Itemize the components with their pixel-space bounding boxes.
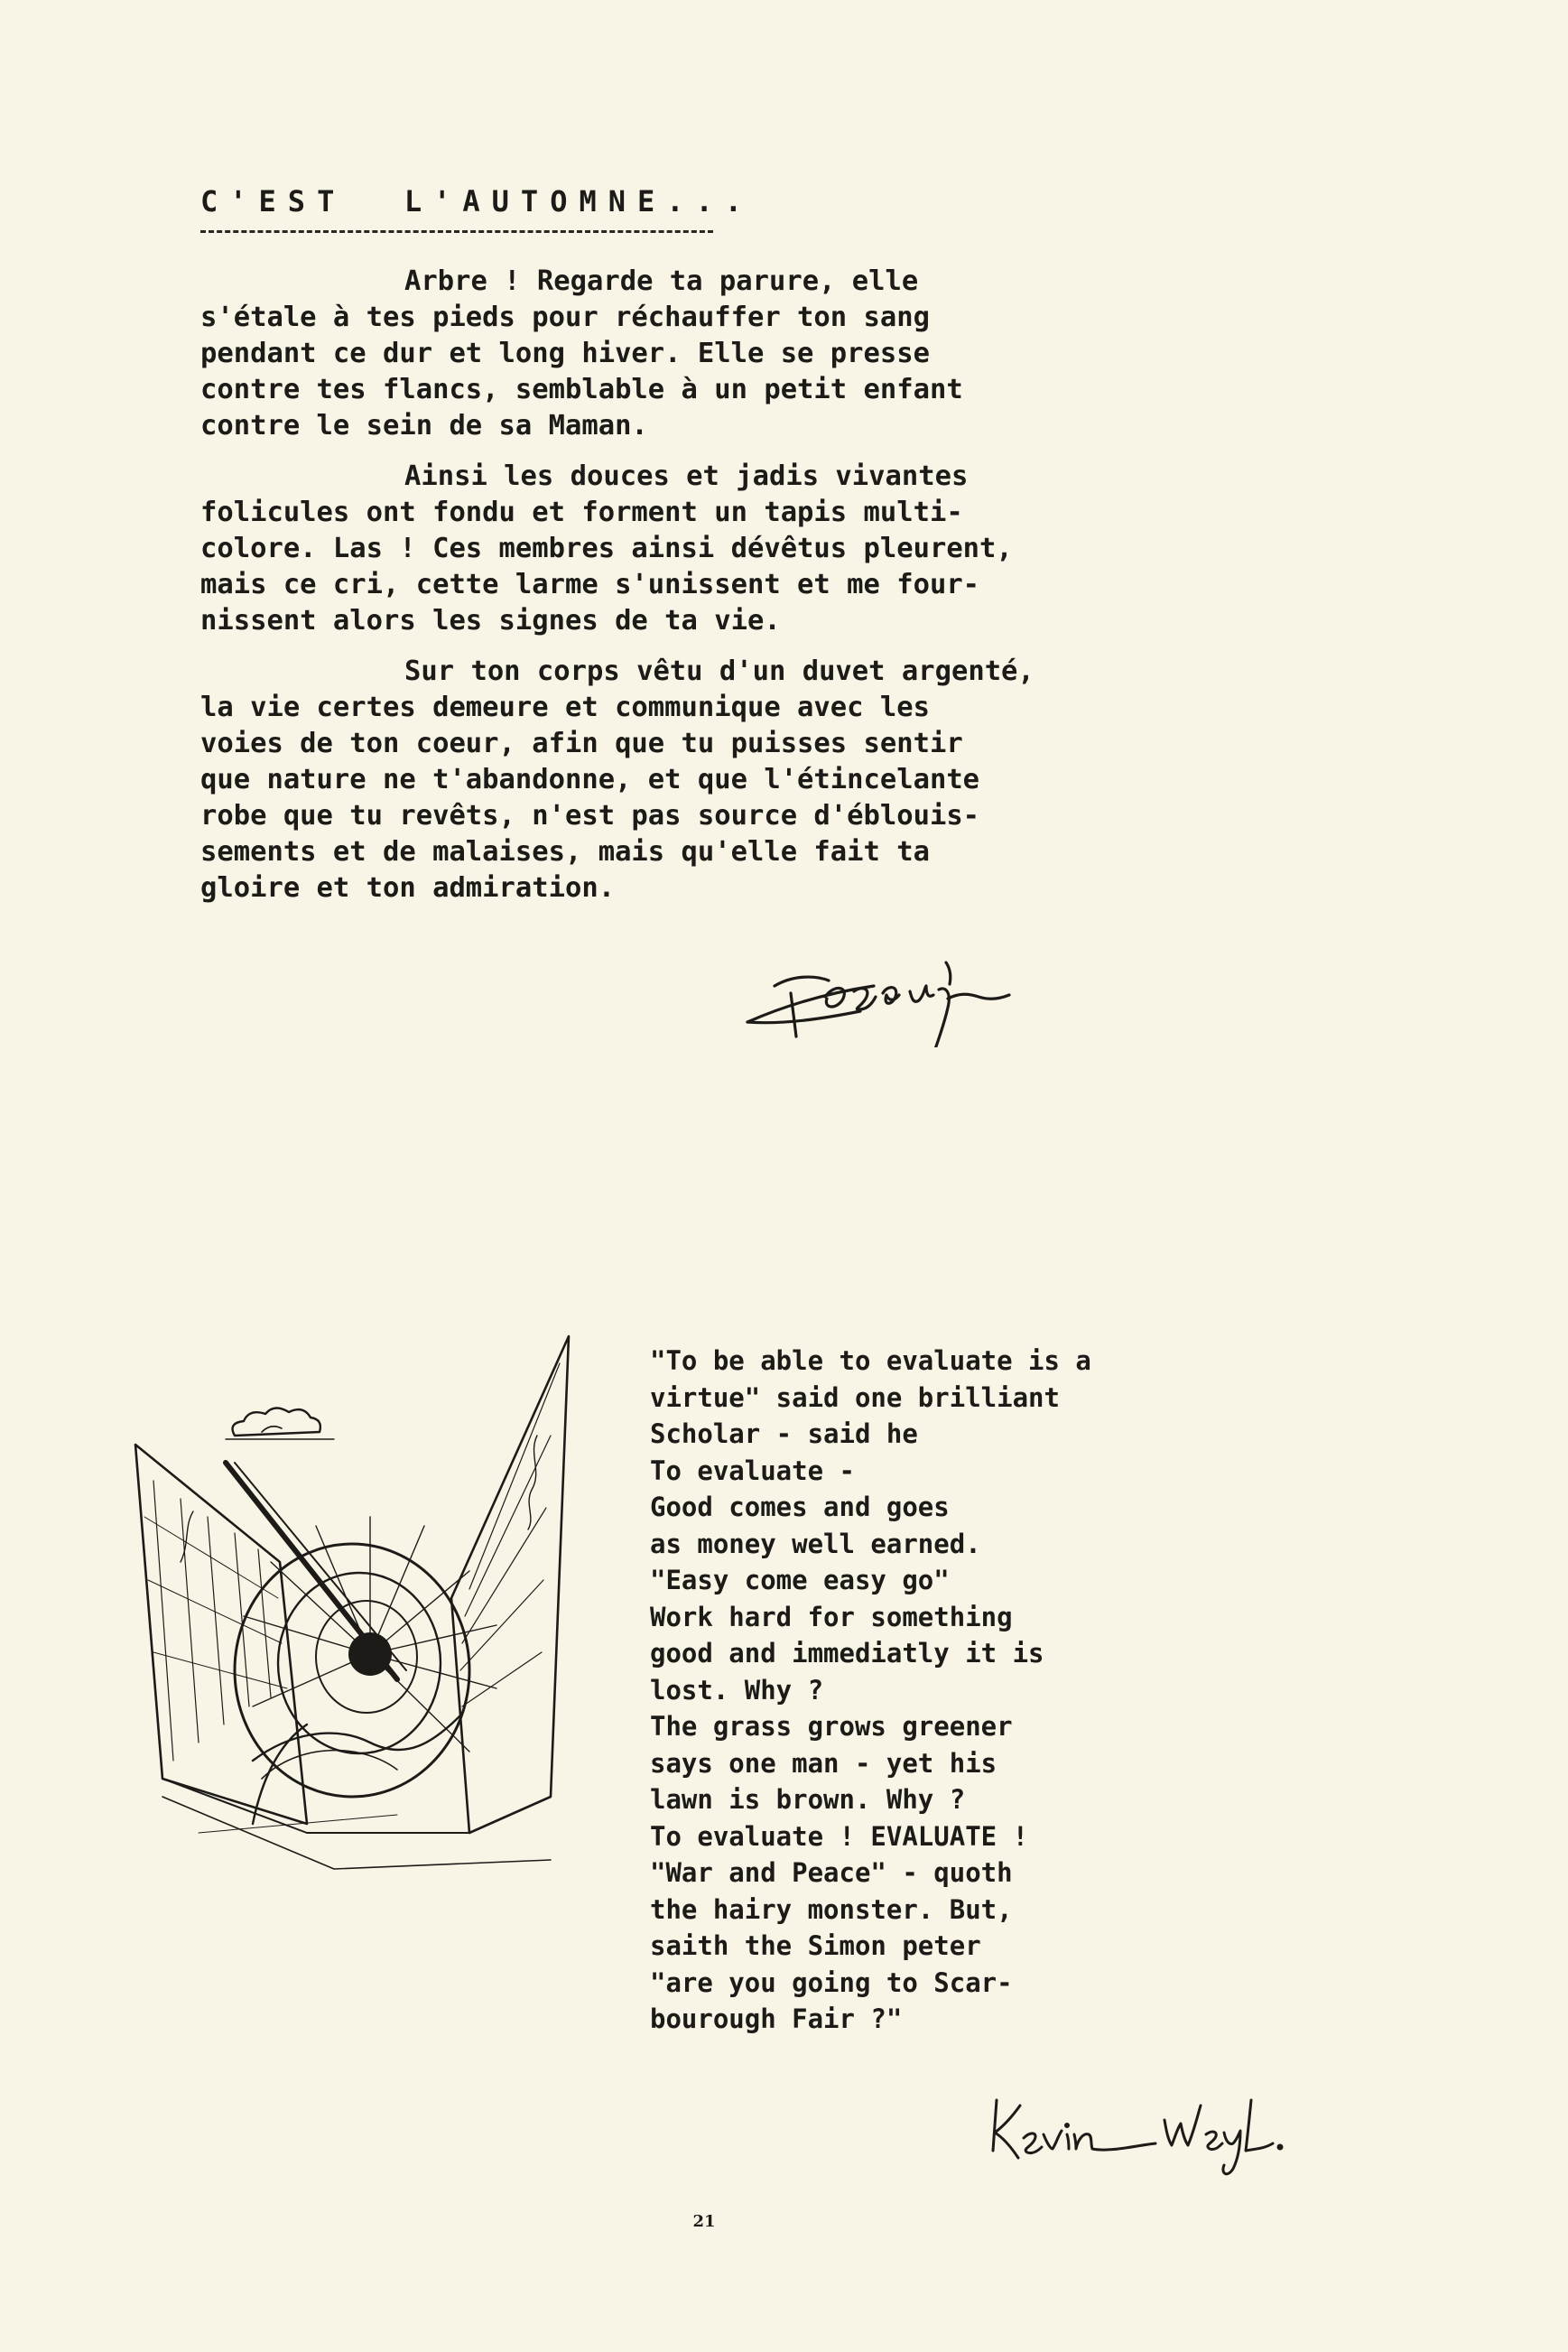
- pen-drawing-illustration: [126, 1327, 587, 1887]
- poem-line: Arbre ! Regarde ta parure, elle: [404, 265, 919, 297]
- poem-line: "War and Peace" - quoth: [650, 1857, 1013, 1888]
- french-poem: [200, 264, 1103, 921]
- page-title: C'EST L'AUTOMNE...: [200, 184, 755, 218]
- poem-line: Good comes and goes: [650, 1492, 950, 1522]
- poem-line: "are you going to Scar-: [650, 1966, 1013, 1998]
- poem-line: robe que tu revêts, n'est pas source d'éblouis-: [200, 800, 980, 832]
- poem-paragraph: [200, 459, 1103, 639]
- signature-kevin-weyl: [984, 2087, 1309, 2187]
- poem-line: To evaluate ! EVALUATE !: [650, 1820, 1029, 1852]
- poem-line: Sur ton corps vêtu d'un duvet argenté,: [404, 655, 1035, 687]
- poem-paragraph: [200, 654, 1103, 906]
- poem-line: The grass grows greener: [650, 1711, 1013, 1742]
- poem-line: good and immediatly it is: [650, 1638, 1044, 1669]
- poem-line: nissent alors les signes de ta vie.: [200, 605, 781, 637]
- poem-line: voies de ton coeur, afin que tu puisses sentir: [200, 728, 963, 759]
- poem-paragraph: [200, 264, 1103, 444]
- poem-line: "Easy come easy go": [650, 1565, 950, 1595]
- poem-line: contre tes flancs, semblable à un petit enfant: [200, 374, 963, 405]
- poem-line: lawn is brown. Why ?: [650, 1784, 966, 1815]
- poem-line: s'étale à tes pieds pour réchauffer ton sang: [200, 302, 930, 333]
- poem-line: Ainsi les douces et jadis vivantes: [404, 460, 969, 492]
- poem-line: folicules ont fondu et forment un tapis multi-: [200, 497, 963, 528]
- poem-line: pendant ce dur et long hiver. Elle se presse: [200, 338, 930, 369]
- poem-line: Work hard for something: [650, 1601, 1013, 1632]
- poem-line: the hairy monster. But,: [650, 1893, 1013, 1925]
- poem-line: gloire et ton admiration.: [200, 872, 616, 904]
- poem-line: lost. Why ?: [650, 1674, 824, 1706]
- poem-line: la vie certes demeure et communique avec les: [200, 692, 930, 723]
- page-number: 21: [692, 2212, 716, 2231]
- poem-line: bourough Fair ?": [650, 2003, 903, 2034]
- english-poem: [650, 1343, 1372, 2038]
- signature-pozaug: [738, 939, 1027, 1047]
- poem-line: saith the Simon peter: [650, 1930, 981, 1961]
- poem-line: says one man - yet his: [650, 1747, 997, 1779]
- poem-line: que nature ne t'abandonne, et que l'étincelante: [200, 764, 980, 795]
- poem-line: Scholar - said he: [650, 1418, 918, 1449]
- poem-line: as money well earned.: [650, 1528, 981, 1559]
- poem-line: To evaluate -: [650, 1455, 855, 1486]
- poem-line: sements et de malaises, mais qu'elle fait ta: [200, 836, 930, 868]
- title-underline: [200, 230, 713, 233]
- poem-line: "To be able to evaluate is a: [650, 1345, 1091, 1376]
- poem-line: virtue" said one brilliant: [650, 1381, 1060, 1413]
- poem-line: contre le sein de sa Maman.: [200, 410, 648, 442]
- poem-line: colore. Las ! Ces membres ainsi dévêtus pleurent,: [200, 533, 1013, 564]
- poem-line: mais ce cri, cette larme s'unissent et me four-: [200, 569, 980, 600]
